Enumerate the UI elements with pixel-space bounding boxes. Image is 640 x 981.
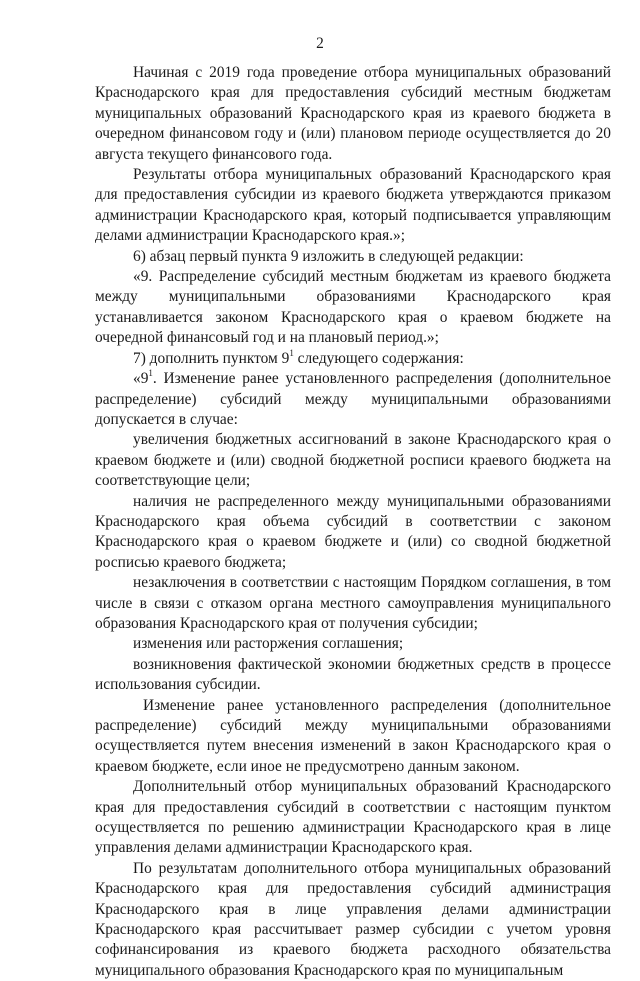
item-7-superscript: 1 — [289, 347, 294, 358]
item-7-after: следующего содержания: — [293, 349, 464, 367]
paragraph-item-6: 6) абзац первый пункта 9 изложить в следующей редакции: — [133, 247, 524, 265]
paragraph-case-termination: изменения или расторжения соглашения; — [133, 635, 404, 653]
paragraph-case-increase: увеличения бюджетных ассигнований в законе Краснодарского края о краевом бюджете и (или) сводной бюджетной росписи краевого бюджета на соответствующие цели; — [95, 431, 611, 490]
point-9-1-before: «9 — [133, 370, 149, 388]
point-9-1-superscript: 1 — [148, 367, 153, 378]
paragraph-selection-results: Результаты отбора муниципальных образований Краснодарского края для предоставления субсидии из краевого бюджета утверждаются приказом администрации Краснодарского края, который подписывается управляющим делами администрации Краснодарского края.»; — [95, 166, 611, 245]
page-number: 2 — [316, 35, 324, 52]
paragraph-selection-deadline: Начиная с 2019 года проведение отбора муниципальных образований Краснодарского края для предоставления субсидий местным бюджетам муниципальных образований Краснодарского края из краевого бюджета в очередном финансовом году и (или) плановом периоде осуществляется до 20 августа текущего финансового года. — [95, 64, 611, 163]
paragraph-case-undistributed: наличия не распределенного между муниципальными образованиями Краснодарского края объема субсидий в соответствии с законом Краснодарского края о краевом бюджете и (или) со сводной бюджетной росписью краевого бюджета; — [95, 492, 611, 571]
paragraph-item-7 — [95, 349, 611, 369]
paragraph-redistribution: Изменение ранее установленного распределения (дополнительное распределение) субсидий между муниципальными образованиями осуществляется путем внесения изменений в закон Краснодарского края о краевом бюджете, если иное не предусмотрено данным законом. — [95, 696, 611, 775]
paragraph-selection-outcome: По результатам дополнительного отбора муниципальных образований Краснодарского края для предоставления субсидий администрация Краснодарского края в лице управления делами администрации Краснодарского края рассчитывает размер субсидии с учетом уровня софинансирования из краевого бюджета расходного обязательства муниципального образования Краснодарского края по муниципальным — [95, 859, 611, 979]
paragraph-point-9-1 — [95, 369, 611, 430]
point-9-1-after: . Изменение ранее установленного распределения (дополнительное распределение) субсидий между муниципальными образованиями допускается в случае: — [95, 370, 611, 428]
paragraph-case-non-conclusion: незаключения в соответствии с настоящим Порядком соглашения, в том числе в связи с отказом органа местного самоуправления муниципального образования Краснодарского края от получения субсидии; — [95, 574, 611, 632]
paragraph-additional-selection: Дополнительный отбор муниципальных образований Краснодарского края для предоставления субсидий в соответствии с настоящим пунктом осуществляется по решению администрации Краснодарского края в лице управления делами администрации Краснодарского края. — [95, 778, 611, 857]
document-body — [95, 63, 611, 981]
paragraph-case-savings: возникновения фактической экономии бюджетных средств в процессе использования субсидии. — [95, 655, 611, 694]
paragraph-point-9: «9. Распределение субсидий местным бюджетам из краевого бюджета между муниципальными образованиями Краснодарского края устанавливается законом Краснодарского края о краевом бюджете на очередной финансовый год и на плановый период.»; — [95, 268, 611, 347]
item-7-before: 7) дополнить пунктом 9 — [133, 349, 290, 367]
